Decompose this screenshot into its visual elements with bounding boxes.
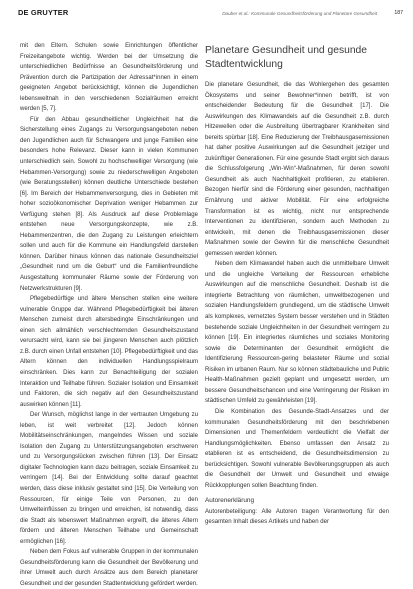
paragraph: Für den Abbau gesundheitlicher Ungleichheit hat die Sicherstellung eines Zugangs zu Versorgungsangeboten neben den Jugendlichen auch für Schwangere und junge Familien eine besonders hohe Relevanz. Dieser kann in vielen Kommunen unterschiedlich sein. Sowohl zu hochschwelliger Versorgung (wie Hebammen-Versorgung) sowie zu niederschwelligen Angeboten (wie Beratungsstellen) können deutliche Unterschiede bestehen [6]. Im Bereich der Hebammenversorgung, dies in Gebieten mit hoher sozioökonomischer Deprivation weniger Hebammen zur Verfügung stehen [8]. Als Ausdruck auf diese Problemlage entstehen neue Versorgungskonzepte, wie z.B. Hebammenzentren, die den Zugang zu Leistungen erleichtern sollen und auch für die Kommune ein Handlungsfeld darstellen können. Darüber hinaus können das nationale Gesundheitsziel „Gesundheit rund um die Geburt“ und die Familienfreundliche Ausgestaltung kommunaler Räume sowie der Förderung von Netzwerkstrukturen [9]. (20, 116, 198, 292)
publisher-logo: DE GRUYTER (18, 8, 69, 17)
paragraph: Der Wunsch, möglichst lange in der vertrauten Umgebung zu leben, ist weit verbreitet [12]. Jedoch können Mobilitätseinschränkungen, mangelndes Wissen und soziale Isolation den Zugang zu Unterstützungsangeboten erschweren und zu Versorgungslücken zwischen führen [13]. Der Einsatz digitaler Technologien kann dazu beitragen, soziale Einsamkeit zu verringern [14]. Bei der Entwicklung sollte darauf geachtet werden, dass diese inklusiv gestaltet sind [15]. Die Verteilung von Ressourcen, für einige Teile von Personen, zu den Umwelteinflüssen zu bringen und erreichen, ist notwendig, dass die Stadt als lebenswert Maßnahmen ergreift, die älteres Altern fördern und älteren Menschen Teilhabe und Gemeinschaft ermöglichen [16]. (20, 412, 198, 545)
paragraph: mit den Eltern. Schulen sowie Einrichtungen öffentlicher Freizeitangebote wichtig. Werden bei der Umsetzung die unterschiedlichen Bedürfnisse an Gesundheitsförderung und Prävention durch die Partizipation der Adressat*innen in einem geeigneten Angebot berücksichtigt, können die Jugendlichen lebensweltnah in den verschiedenen Sozialräumen erreicht werden [5, 7]. (20, 43, 198, 113)
right-column (205, 44, 389, 528)
paragraph: Die Kombination des Gesunde-Stadt-Ansatzes und der kommunalen Gesundheitsförderung mit den beschriebenen Dimensionen und Themenfeldern verdeutlicht die Vielfalt der Handlungsmöglichkeiten. Ebenso umfassen den Ansatz zu etablieren ist es entscheidend, die Gesundheitsdimension zu berücksichtigen. Sowohl vulnerable Bevölkerungsgruppen als auch die Gesundheit der Umwelt und Gesundheit und etwaige Rückkopplungen sollen Beachtung finden. (205, 408, 389, 489)
page-header (18, 8, 403, 20)
subheading: Autorenerklärung (205, 497, 255, 505)
section-title: Planetare Gesundheit und gesunde Stadtentwicklung (205, 45, 368, 70)
page-number: 187 (394, 10, 403, 16)
paragraph: Neben dem Fokus auf vulnerable Gruppen in der kommunalen Gesundheitsförderung kann die Gesundheit der Bevölkerung und ihrer Umwelt auch durch Ansätze aus dem Bereich planetarer Gesundheit und der gesunden Stadtentwicklung gefördert werden. (20, 549, 198, 587)
paragraph: Neben dem Klimawandel haben auch die unmittelbare Umwelt und die ungleiche Verteilung der Ressourcen erhebliche Auswirkungen auf die menschliche Gesundheit. Deshalb ist die integrierte Betrachtung von räumlichen, umweltbezogenen und sozialen Handlungsfeldern grundlegend, um die städtische Umwelt als komplexes, vernetztes System besser verstehen und in Städten bestehende soziale Ungleichheiten in der Gesundheit verringern zu können [19]. Ein integriertes räumliches und soziales Monitoring sowie die Determinanten der Gesundheit ermöglicht die Identifizierung Ressourcen-gering belasteter Räume und sozial Risiken im urbanen Raum. Nur so können städtebauliche und Public Health-Maßnahmen gezielt geplant und umgesetzt werden, um bessere Gesundheitschancen und eine Verringerung der Risiken im städtischen Umfeld zu gewährleisten [19]. (205, 261, 389, 405)
paragraph: Pflegebedürftige und ältere Menschen stellen eine weitere vulnerable Gruppe dar. Während Pflegebedürftigkeit bei älteren Menschen zumeist durch altersbedingte Einschränkungen und einen sich allmählich verschlechternden Gesundheitszustand verursacht wird, kann sie bei jüngeren Menschen auch plötzlich z.B. durch einen Unfall entstehen [10]. Pflegebedürftigkeit und das Altern können den individuellen Handlungsspielraum einschränken. Dies kann zur Benachteiligung der sozialen Interaktion und Teilhabe führen. Sozialer Isolation und Einsamkeit und Faktoren, die sich negativ auf den Gesundheitszustand auswirken können [11]. (20, 296, 198, 408)
paragraph: Autorenbeteiligung: Alle Autoren tragen Verantwortung für den gesamten Inhalt dieses Artikels und haben der (205, 508, 389, 526)
left-column (20, 41, 198, 589)
paragraph: Die planetare Gesundheit, die das Wohlergehen des gesamten Ökosystems und seiner Bewohner*innen betrifft, ist von entscheidender Bedeutung für die Gesundheit [17]. Die Auswirkungen des Klimawandels auf die Gesundheit z.B. durch Hitzewellen oder die Ausbreitung übertragbarer Krankheiten sind bereits spürbar [18]. Eine Reduzierung der Treibhausgasemissionen hat daher positive Auswirkungen auf die Gesundheit jetziger und zukünftiger Generationen. Für eine gesunde Stadt ergibt sich daraus die Schlussfolgerung „Win-Win“-Maßnahmen, für deren sowohl Gesundheit als auch Nachhaltigkeit profitieren, zu etablieren. Bezogen hierfür sind die Förderung einer gesunden, nachhaltigen Ernährung und aktiver Mobilität. Für eine erfolgreiche Transformation ist es wichtig, nicht nur entsprechende Interventionen zu identifizieren, sondern auch Methoden zu entwickeln, mit denen die Treibhausgasemissionen dieser Maßnahmen sowie der Gewinn für die menschliche Gesundheit gemessen werden können. (205, 82, 389, 257)
running-head: Dauber et al.: Kommunale Gesundheitsförderung und Planetare Gesundheit (222, 11, 377, 16)
